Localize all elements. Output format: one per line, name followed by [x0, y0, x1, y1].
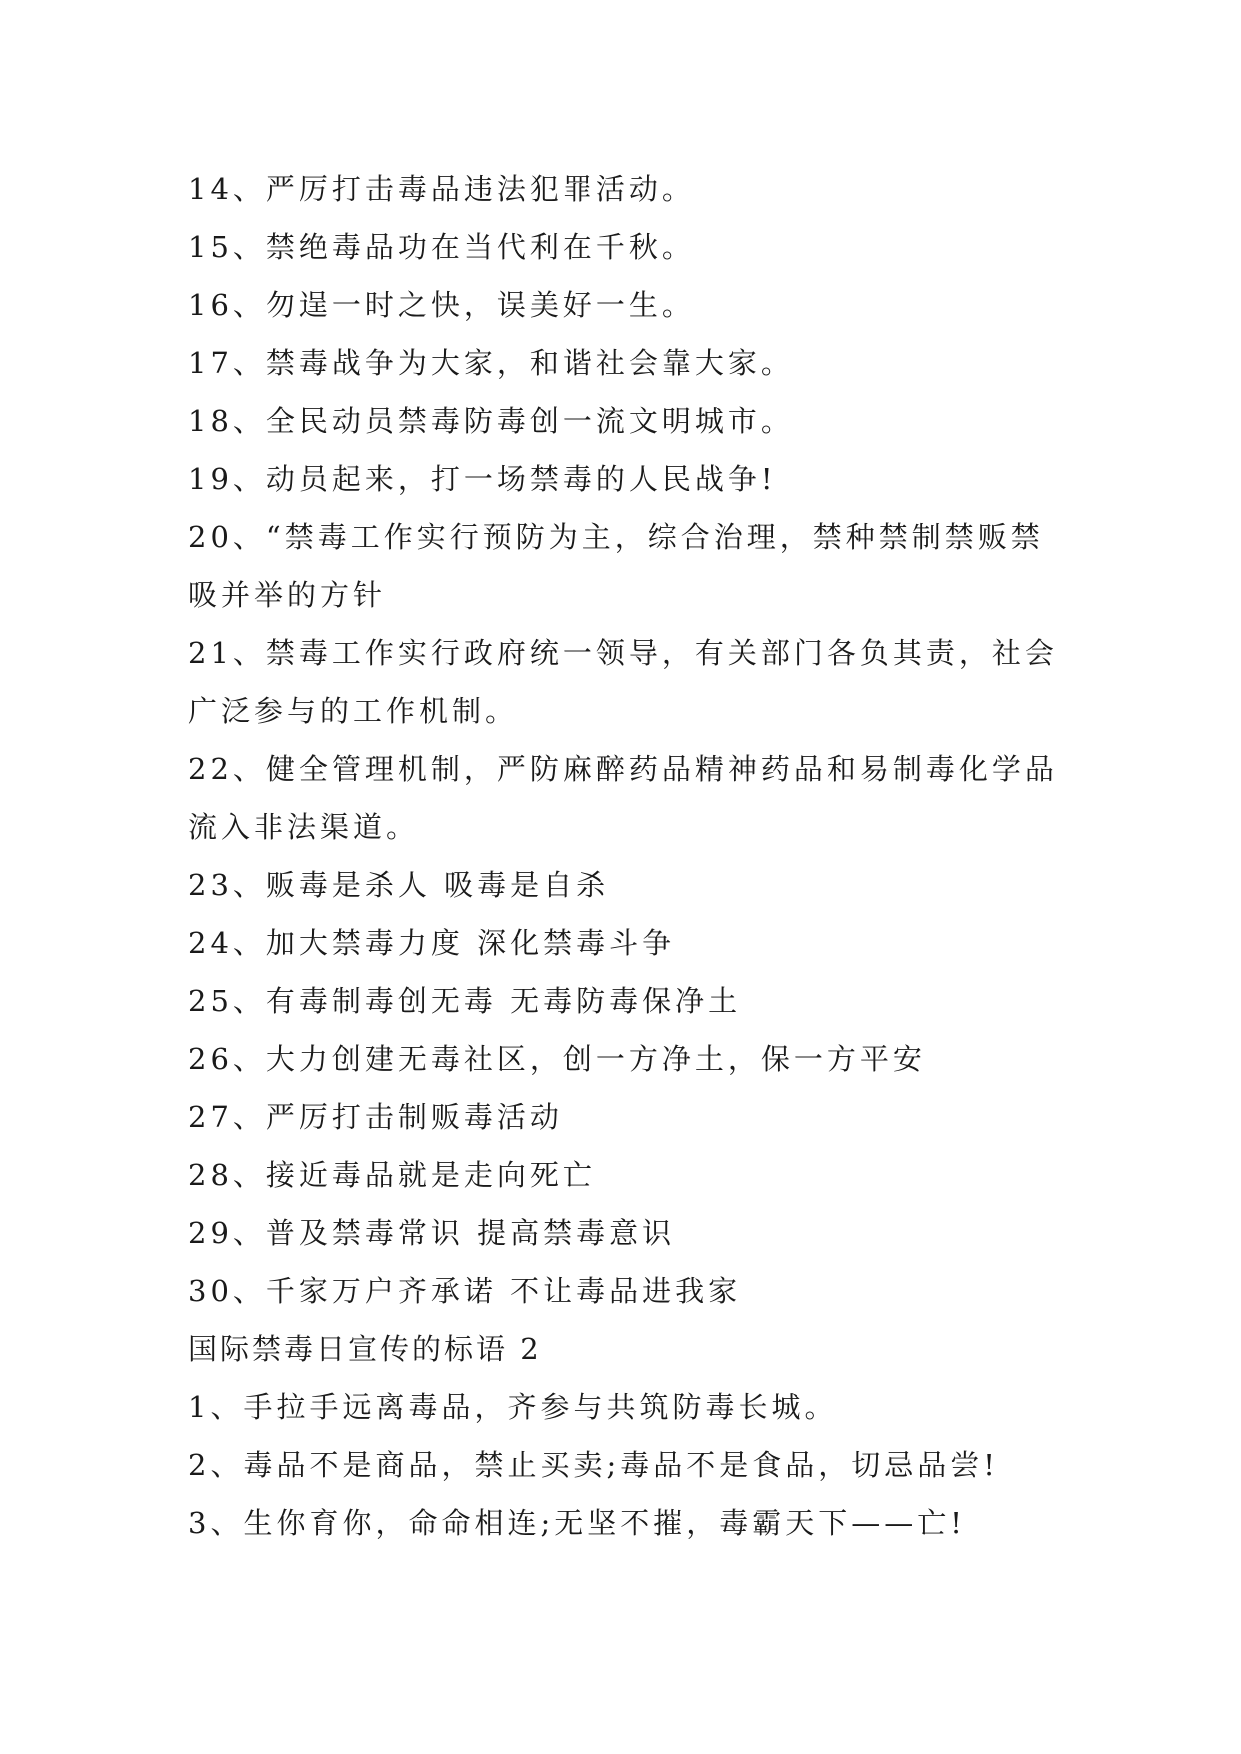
slogan-line-1: 1、手拉手远离毒品，齐参与共筑防毒长城。	[188, 1390, 838, 1424]
slogan-line-15: 15、禁绝毒品功在当代利在千秋。	[188, 230, 695, 264]
document-body	[188, 160, 1058, 1552]
slogan-line-22-continued: 流入非法渠道。	[188, 810, 420, 844]
slogan-line-16: 16、勿逞一时之快，误美好一生。	[188, 288, 695, 322]
slogan-line-29: 29、普及禁毒常识 提高禁毒意识	[188, 1216, 676, 1250]
slogan-line-27: 27、严厉打击制贩毒活动	[188, 1100, 563, 1134]
slogan-line-3: 3、生你育你，命命相连;无坚不摧，毒霸天下——亡!	[188, 1506, 966, 1540]
slogan-line-18: 18、全民动员禁毒防毒创一流文明城市。	[188, 404, 794, 438]
slogan-line-2: 2、毒品不是商品，禁止买卖;毒品不是食品，切忌品尝!	[188, 1448, 999, 1482]
section-heading: 国际禁毒日宣传的标语 2	[188, 1332, 542, 1366]
slogan-line-19: 19、动员起来，打一场禁毒的人民战争!	[188, 462, 777, 496]
slogan-line-24: 24、加大禁毒力度 深化禁毒斗争	[188, 926, 676, 960]
slogan-line-21-continued: 广泛参与的工作机制。	[188, 694, 519, 728]
slogan-line-20: 20、“禁毒工作实行预防为主，综合治理，禁种禁制禁贩禁	[188, 520, 1044, 554]
slogan-line-30: 30、千家万户齐承诺 不让毒品进我家	[188, 1274, 742, 1308]
slogan-line-26: 26、大力创建无毒社区，创一方净土，保一方平安	[188, 1042, 926, 1076]
slogan-line-25: 25、有毒制毒创无毒 无毒防毒保净土	[188, 984, 742, 1018]
slogan-line-14: 14、严厉打击毒品违法犯罪活动。	[188, 172, 695, 206]
slogan-line-17: 17、禁毒战争为大家，和谐社会靠大家。	[188, 346, 794, 380]
slogan-line-21: 21、禁毒工作实行政府统一领导，有关部门各负其责，社会	[188, 636, 1058, 670]
slogan-line-22: 22、健全管理机制，严防麻醉药品精神药品和易制毒化学品	[188, 752, 1058, 786]
slogan-line-28: 28、接近毒品就是走向死亡	[188, 1158, 596, 1192]
slogan-line-23: 23、贩毒是杀人 吸毒是自杀	[188, 868, 610, 902]
slogan-line-20-continued: 吸并举的方针	[188, 578, 387, 612]
